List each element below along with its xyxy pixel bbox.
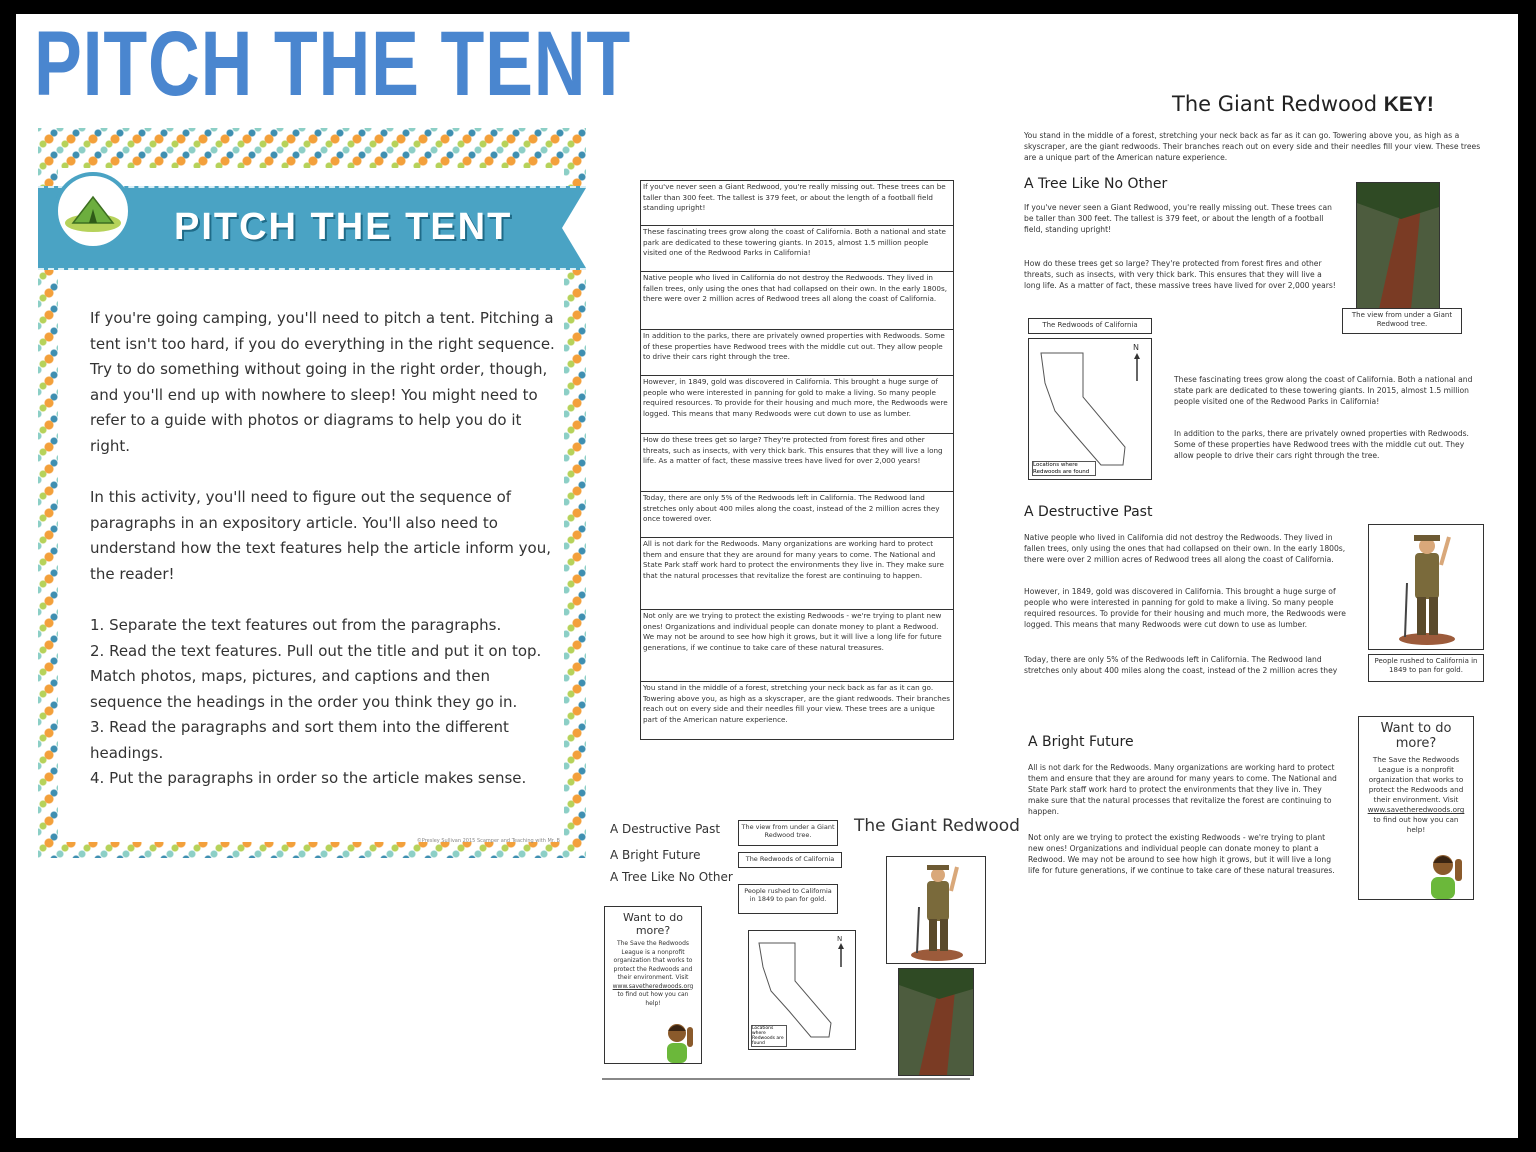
key-paragraph: How do these trees get so large? They're protected from forest fires and other threats, such as insects, with very thick bark. This ensures that they will live a long life. As a matter of fact, these massive trees have lived for over 2,000 years! — [1024, 259, 1336, 290]
key-caption-man: People rushed to California in 1849 to pan for gold. — [1368, 654, 1484, 682]
key-paragraph: All is not dark for the Redwoods. Many organizations are working hard to protect them and ensure that they are around for many years to come. The National and State Park staff work hard to protect the environments that they live in. They make sure that the natural processes that revitalize the forest are continuing to happen. — [1028, 763, 1337, 816]
key-redwood-photo — [1356, 182, 1440, 310]
prospector-icon — [1369, 525, 1483, 649]
want-more-body — [605, 937, 701, 1011]
paragraph-strip: However, in 1849, gold was discovered in California. This brought a huge surge of people who were interested in panning for gold to make a living. So many people required resources. To provide for their housing and much more, the Redwoods were logged. This means that many Redwoods were cut down to use as lumber. — [640, 376, 954, 434]
paragraph-strip: Today, there are only 5% of the Redwoods left in California. The Redwood land stretches only about 400 miles along the coast, instead of the 2 million acres they once towered over. — [640, 492, 954, 538]
cutout-map — [748, 930, 856, 1050]
key-paragraph: Native people who lived in California did not destroy the Redwoods. They lived in fallen trees, only using the ones that had collapsed on their own. In the early 1800s, there were over 2 million acres of Redwood trees all along the coast of California. — [1024, 533, 1346, 564]
want-more-text: The Save the Redwoods League is a nonprofit organization that works to protect the Redwoods and their environment. Visit — [613, 940, 693, 981]
banner-tail — [562, 188, 586, 268]
key-want-more-box — [1358, 716, 1474, 900]
key-heading-3: A Bright Future — [1028, 734, 1134, 750]
key-paragraph: If you've never seen a Giant Redwood, you're really missing out. These trees can be taller than 300 feet. The tallest is 379 feet, or about the length of a football field, standing upright! — [1024, 203, 1332, 234]
paragraph-strips — [640, 180, 954, 740]
steps-list — [90, 613, 560, 792]
cutout-heading: A Tree Like No Other — [610, 870, 733, 884]
map-legend: Locations where Redwoods are found — [751, 1025, 787, 1047]
boy-illustration-icon — [661, 1019, 699, 1063]
banner-title: PITCH THE TENT — [174, 206, 513, 248]
key-heading-1: A Tree Like No Other — [1024, 176, 1168, 192]
want-more-tail: to find out how you can help! — [617, 991, 689, 1007]
cutout-title: The Giant Redwood — [854, 816, 1020, 836]
text-feature-cutouts — [602, 814, 1020, 1080]
key-map-north-label: N — [1133, 343, 1139, 352]
key-want-more-text: The Save the Redwoods League is a nonprofit organization that works to protect the Redwoods and their environment. Visit — [1368, 755, 1464, 804]
cutout-heading: A Bright Future — [610, 848, 701, 862]
activity-card — [38, 128, 586, 858]
card-instructions — [90, 306, 560, 792]
boy-illustration-icon — [1425, 849, 1469, 899]
paragraph-strip: These fascinating trees grow along the coast of California. Both a national and state park are dedicated to these towering giants. In 2015, almost 1.5 million people visited one of the Redwood Parks in California! — [640, 226, 954, 272]
key-paragraph: These fascinating trees grow along the coast of California. Both a national and state park are dedicated to these towering giants. In 2015, almost 1.5 million people visited one of the Redwood Parks in California! — [1174, 375, 1473, 406]
key-want-more-title: Want to do more? — [1380, 721, 1452, 751]
paragraph-strip: Not only are we trying to protect the existing Redwoods - we're trying to plant new ones! Organizations and individual people can donate money to plant a Redwood. We may not be around to see how high it grows, but it will live a long life for future generations, if we continue to take care of these natural treasures. — [640, 610, 954, 682]
key-paragraph: Not only are we trying to protect the existing Redwoods - we're trying to plant new ones! Organizations and individual people can donate money to plant a Redwood. We may not be around to see how high it grows, but it will live a long life for future generations, if we continue to take care of these natural treasures. — [1028, 833, 1335, 875]
step-item: 1. Separate the text features out from the paragraphs. — [90, 616, 502, 634]
redwood-tree-icon — [1357, 183, 1439, 309]
key-want-more-link[interactable]: www.savetheredwoods.org — [1367, 805, 1465, 814]
key-title-bold: KEY! — [1383, 93, 1434, 116]
paragraph-strip: Native people who lived in California do not destroy the Redwoods. They lived in fallen trees, only using the ones that had collapsed on their own. In the early 1800s, there were over 2 million acres of Redwood trees all along the coast of California. — [640, 272, 954, 330]
slide-canvas — [16, 14, 1518, 1138]
card-footer: ©Presley Sullivan 2015 Scamper and Teaching with Mr. B — [416, 838, 560, 844]
prospector-icon — [887, 857, 985, 963]
cutout-caption: The Redwoods of California — [738, 852, 842, 868]
key-paragraph: In addition to the parks, there are privately owned properties with Redwoods. Some of these properties have Redwood trees with the middle cut out. They allow people to drive their cars right through the tree. — [1174, 429, 1469, 460]
answer-key — [1024, 92, 1494, 912]
key-title-text: The Giant Redwood — [1172, 92, 1378, 116]
cutout-heading: A Destructive Past — [610, 822, 721, 836]
cutout-caption: The view from under a Giant Redwood tree. — [738, 820, 838, 846]
map-north-label: N — [837, 935, 843, 943]
paragraph-strip: If you've never seen a Giant Redwood, you're really missing out. These trees can be taller than 300 feet. The tallest is 379 feet, or about the length of a football field standing upright! — [640, 180, 954, 226]
paragraph-strip: All is not dark for the Redwoods. Many organizations are working hard to protect them and ensure that they are around for many years to come. The National and State Park staff work hard to protect the environments they live in. They make sure that the natural processes that revitalize the forest are continuing to happen. — [640, 538, 954, 610]
redwood-tree-icon — [899, 969, 973, 1075]
key-heading-2: A Destructive Past — [1024, 504, 1153, 520]
key-intro: You stand in the middle of a forest, stretching your neck back as far as it can go. Towering above you, as high as a skyscraper, are the giant redwoods. Their branches reach out on every side and their needles fill your view. These trees are a unique part of the American nature experience. — [1024, 131, 1481, 162]
key-map — [1028, 338, 1152, 480]
page-title: PITCH THE TENT — [34, 14, 631, 115]
step-item: 4. Put the paragraphs in order so the article makes sense. — [90, 769, 527, 787]
step-item: 3. Read the paragraphs and sort them into the different headings. — [90, 718, 509, 762]
card-paragraph-2: In this activity, you'll need to figure out the sequence of paragraphs in an expository article. You'll also need to understand how the text features help the article inform you, the reader! — [90, 488, 551, 583]
step-item: 2. Read the text features. Pull out the title and put it on top. Match photos, maps, pictures, and captions and then sequence the headings in the order you think they go in. — [90, 641, 542, 711]
paragraph-strip: You stand in the middle of a forest, stretching your neck back as far as it can go. Towering above you, as high as a skyscraper, are the giant redwoods. Their branches reach out on every side and their needles fill your view. These trees are a unique part of the American nature experience. — [640, 682, 954, 740]
cutout-want-more-box — [604, 906, 702, 1064]
california-map-icon — [1029, 339, 1151, 479]
key-paragraph: Today, there are only 5% of the Redwoods left in California. The Redwood land stretches only about 400 miles along the coast, instead of the 2 million acres they — [1024, 655, 1338, 675]
prospector-image — [886, 856, 986, 964]
cutout-caption: People rushed to California in 1849 to pan for gold. — [738, 884, 838, 914]
key-caption-tree: The view from under a Giant Redwood tree. — [1342, 308, 1462, 334]
redwood-photo — [898, 968, 974, 1076]
want-more-title: Want to do more? — [623, 911, 683, 937]
tent-icon — [54, 172, 132, 250]
key-map-label: The Redwoods of California — [1028, 318, 1152, 334]
paragraph-strip: How do these trees get so large? They're protected from forest fires and other threats, such as insects, with very thick bark. This ensures that they will live a long life. As a matter of fact, these massive trees have lived for over 2,000 years! — [640, 434, 954, 492]
key-want-more-tail: to find out how you can help! — [1373, 815, 1459, 834]
key-map-legend: Locations where Redwoods are found — [1032, 461, 1096, 476]
key-prospector-image — [1368, 524, 1484, 650]
key-title — [1172, 92, 1434, 117]
want-more-link[interactable]: www.savetheredwoods.org — [612, 982, 694, 990]
key-paragraph: However, in 1849, gold was discovered in California. This brought a huge surge of people who were interested in panning for gold to make a living. So many people required resources. To provide for their housing and much more, the Redwoods were logged. This means that many Redwoods were cut down to use as lumber. — [1024, 587, 1346, 629]
key-want-more-body — [1359, 751, 1473, 839]
cutouts-divider — [602, 1078, 970, 1080]
paragraph-strip: In addition to the parks, there are privately owned properties with Redwoods. Some of these properties have Redwood trees with the middle cut out. They allow people to drive their cars right through the tree. — [640, 330, 954, 376]
card-paragraph-1: If you're going camping, you'll need to pitch a tent. Pitching a tent isn't too hard, if you do everything in the right sequence. Try to do something without going in the right order, though, and you'll end up with nowhere to sleep! You might need to refer to a guide with photos or diagrams to help you do it right. — [90, 309, 555, 455]
